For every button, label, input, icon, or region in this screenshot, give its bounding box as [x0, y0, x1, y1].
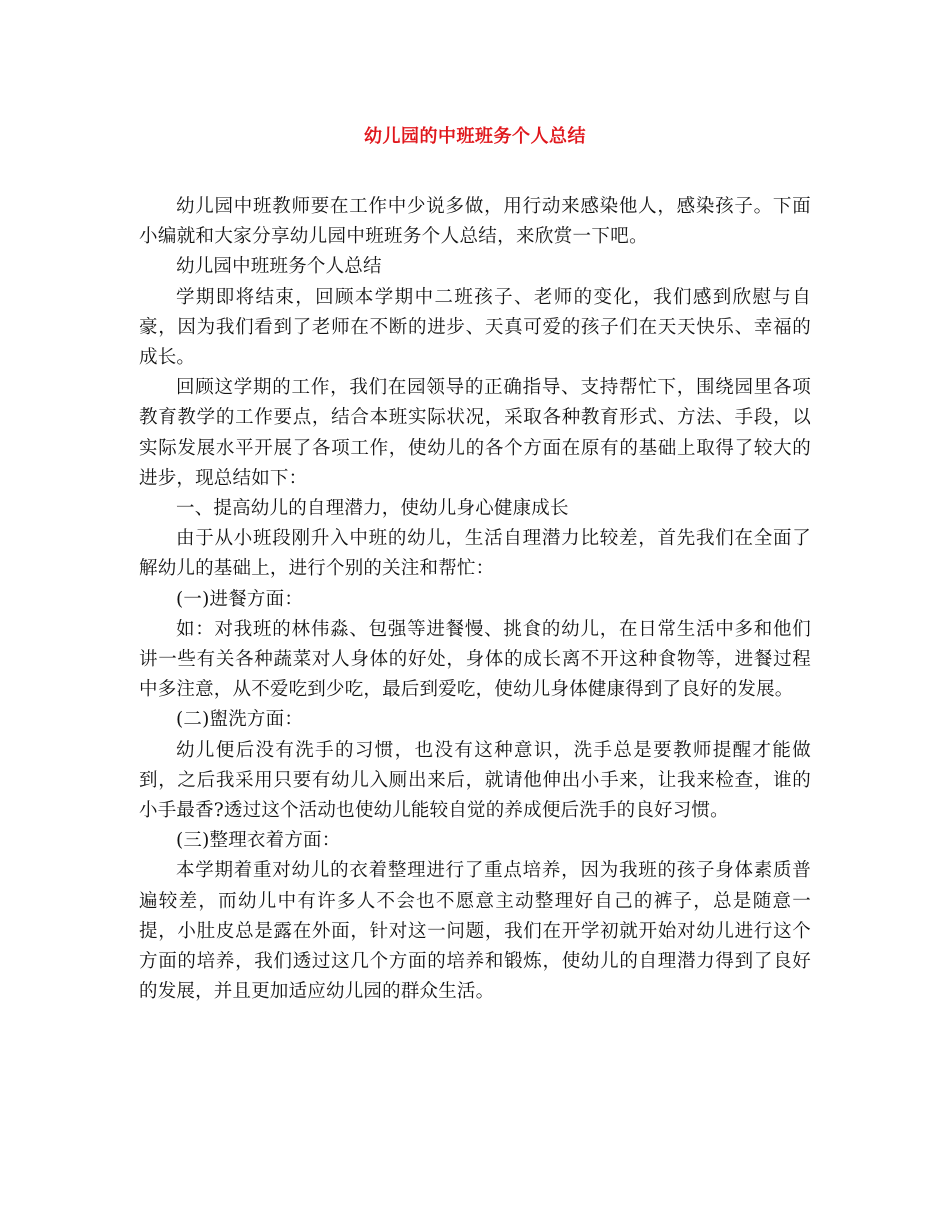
- subheading-clothing: (三)整理衣着方面：: [176, 830, 341, 852]
- paragraph-meals: 如：对我班的林伟淼、包强等进餐慢、挑食的幼儿，在日常生活中多和他们讲一些有关各种蔬菜对人身体的好处，身体的成长离不开这种食物等，进餐过程中多注意，从不爱吃到少吃，最后到爱吃，使幼儿身体健康得到了良好的发展。: [139, 618, 811, 701]
- section-heading-self-care: 一、提高幼儿的自理潜力，使幼儿身心健康成长: [176, 498, 569, 520]
- paragraph-clothing: 本学期着重对幼儿的衣着整理进行了重点培养，因为我班的孩子身体素质普遍较差，而幼儿中有许多人不会也不愿意主动整理好自己的裤子，总是随意一提，小肚皮总是露在外面，针对这一问题，我们在开学初就开始对幼儿进行这个方面的培养，我们透过这几个方面的培养和锻炼，使幼儿的自理潜力得到了良好的发展，并且更加适应幼儿园的群众生活。: [139, 860, 811, 1003]
- paragraph-self-care-intro: 由于从小班段刚升入中班的幼儿，生活自理潜力比较差，首先我们在全面了解幼儿的基础上，进行个别的关注和帮忙：: [139, 528, 811, 580]
- document-body: [139, 192, 811, 1007]
- document-title: 幼儿园的中班班务个人总结: [364, 126, 586, 147]
- paragraph-intro: 幼儿园中班教师要在工作中少说多做，用行动来感染他人，感染孩子。下面小编就和大家分享幼儿园中班班务个人总结，来欣赏一下吧。: [139, 196, 811, 248]
- paragraph-washing: 幼儿便后没有洗手的习惯，也没有这种意识，洗手总是要教师提醒才能做到，之后我采用只要有幼儿入厕出来后，就请他伸出小手来，让我来检查，谁的小手最香?透过这个活动也使幼儿能较自觉的养成便后洗手的良好习惯。: [139, 739, 811, 822]
- paragraph-semester-review: 学期即将结束，回顾本学期中二班孩子、老师的变化，我们感到欣慰与自豪，因为我们看到了老师在不断的进步、天真可爱的孩子们在天天快乐、幸福的成长。: [139, 286, 811, 369]
- paragraph-subtitle: 幼儿园中班班务个人总结: [176, 256, 382, 278]
- subheading-washing: (二)盥洗方面：: [176, 709, 304, 731]
- paragraph-work-review: 回顾这学期的工作，我们在园领导的正确指导、支持帮忙下，围绕园里各项教育教学的工作要点，结合本班实际状况，采取各种教育形式、方法、手段，以实际发展水平开展了各项工作，使幼儿的各个方面在原有的基础上取得了较大的进步，现总结如下：: [139, 377, 811, 489]
- subheading-meals: (一)进餐方面：: [176, 588, 304, 610]
